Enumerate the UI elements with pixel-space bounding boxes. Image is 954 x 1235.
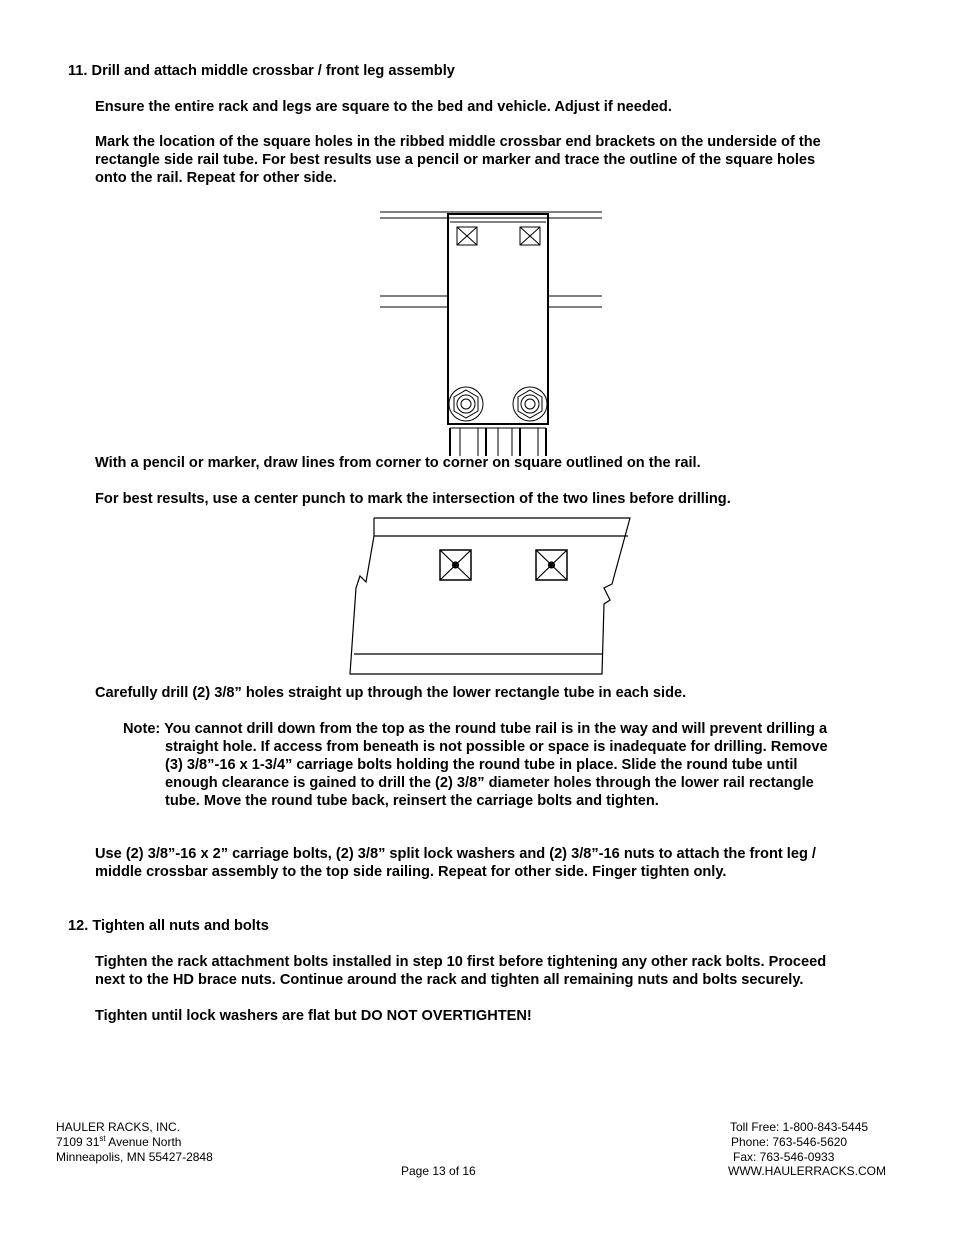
step-11-paragraph-mark-line-1: Mark the location of the square holes in the ribbed middle crossbar end brackets on the underside of the	[95, 134, 821, 150]
note-line-4: enough clearance is gained to drill the (2) 3/8” diameter holes through the lower rail rectangle	[165, 775, 814, 791]
step-11-paragraph-mark-line-2: rectangle side rail tube. For best results use a pencil or marker and trace the outline of the square holes	[95, 152, 816, 168]
step-12-paragraph-line-2: next to the HD brace nuts. Continue around the rack and tighten all remaining nuts and bolts securely.	[95, 972, 804, 988]
step-11-paragraph-bolts-line-2: middle crossbar assembly to the top side railing. Repeat for other side. Finger tighten only.	[95, 864, 727, 880]
step-11-paragraph-drill: Carefully drill (2) 3/8” holes straight up through the lower rectangle tube in each side.	[95, 685, 687, 701]
footer-street: 7109 31st Avenue North	[56, 1134, 182, 1149]
step-11-paragraph-square: Ensure the entire rack and legs are square to the bed and vehicle. Adjust if needed.	[95, 99, 672, 115]
step-12-heading: 12. Tighten all nuts and bolts	[68, 918, 269, 934]
footer-city: Minneapolis, MN 55427-2848	[56, 1150, 213, 1164]
footer-company: HAULER RACKS, INC.	[56, 1120, 181, 1134]
step-11-heading: 11. Drill and attach middle crossbar / front leg assembly	[68, 63, 455, 79]
note-line-5: tube. Move the round tube back, reinsert the carriage bolts and tighten.	[165, 793, 659, 809]
footer-phone: Phone: 763-546-5620	[731, 1135, 848, 1149]
footer-page-number: Page 13 of 16	[401, 1164, 476, 1178]
note-line-3: (3) 3/8”-16 x 1-3/4” carriage bolts holding the round tube in place. Slide the round tube until	[165, 757, 798, 773]
step-11-paragraph-bolts-line-1: Use (2) 3/8”-16 x 2” carriage bolts, (2) 3/8” split lock washers and (2) 3/8”-16 nuts to attach the front leg /	[95, 846, 816, 862]
note-line-1: Note: You cannot drill down from the top as the round tube rail is in the way and will prevent drilling a	[123, 721, 828, 737]
footer-toll-free: Toll Free: 1-800-843-5445	[730, 1120, 869, 1134]
footer-fax: Fax: 763-546-0933	[733, 1150, 835, 1164]
note-line-2: straight hole. If access from beneath is not possible or space is inadequate for drilling. Remove	[165, 739, 828, 755]
step-11-paragraph-mark-line-3: onto the rail. Repeat for other side.	[95, 170, 337, 186]
rail-section-diagram	[348, 516, 634, 678]
step-11-paragraph-center-punch: For best results, use a center punch to mark the intersection of the two lines before drilling.	[95, 491, 731, 507]
step-11-paragraph-draw-lines: With a pencil or marker, draw lines from corner to corner on square outlined on the rail.	[95, 455, 701, 471]
crossbar-bracket-diagram	[380, 210, 602, 456]
step-12-paragraph-line-1: Tighten the rack attachment bolts installed in step 10 first before tightening any other rack bolts. Proceed	[95, 954, 827, 970]
footer-website: WWW.HAULERRACKS.COM	[728, 1164, 887, 1178]
step-12-warning: Tighten until lock washers are flat but DO NOT OVERTIGHTEN!	[95, 1008, 532, 1024]
